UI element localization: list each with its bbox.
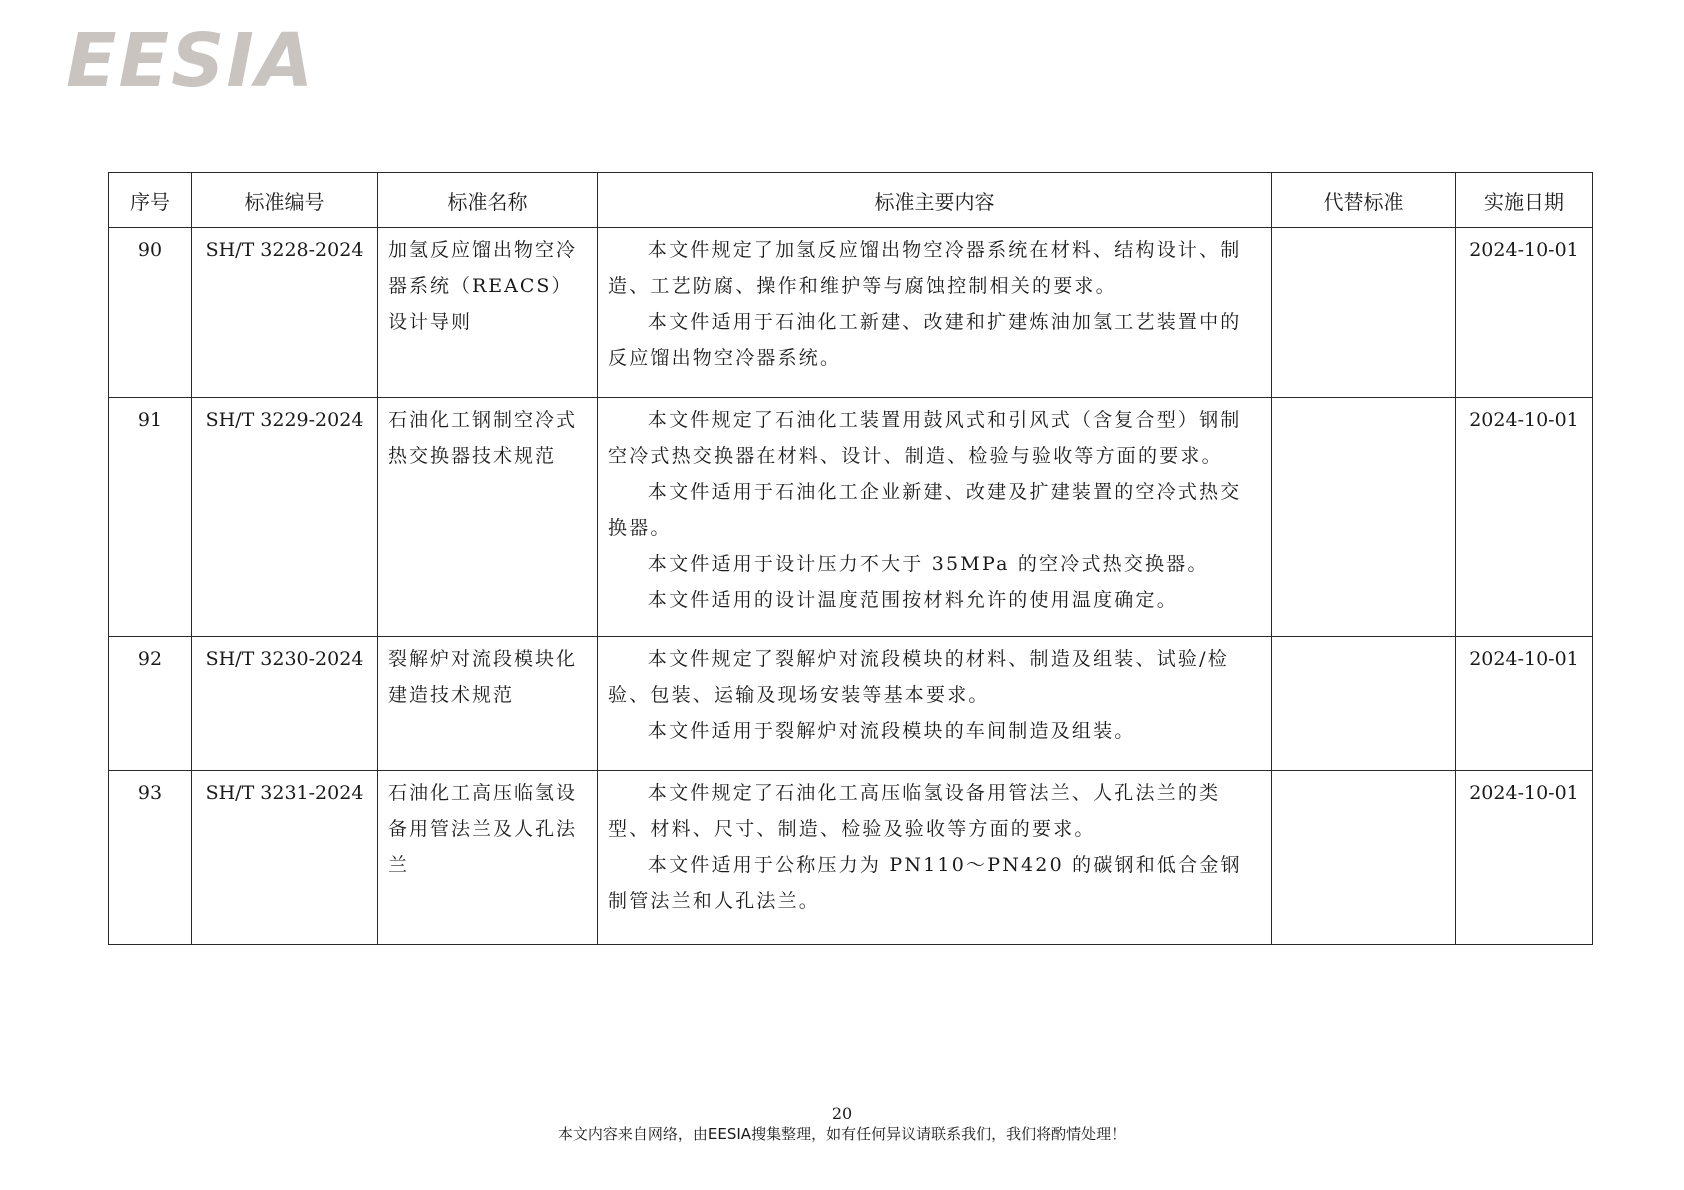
cell-code: SH/T 3231-2024: [192, 771, 378, 945]
cell-content: [598, 771, 1272, 945]
content-paragraph: 本文件适用于石油化工企业新建、改建及扩建装置的空冷式热交换器。: [608, 481, 1242, 539]
header-replaces: 代替标准: [1272, 173, 1456, 228]
header-name: 标准名称: [378, 173, 598, 228]
standards-table: [108, 172, 1593, 945]
page-number: 20: [831, 1104, 853, 1123]
header-code: 标准编号: [192, 173, 378, 228]
header-content: 标准主要内容: [598, 173, 1272, 228]
content-paragraph: 本文件适用的设计温度范围按材料允许的使用温度确定。: [647, 589, 1178, 611]
cell-replaces: [1272, 228, 1456, 398]
cell-replaces: [1272, 398, 1456, 637]
header-seq: 序号: [109, 173, 192, 228]
header-date: 实施日期: [1456, 173, 1593, 228]
cell-date: 2024-10-01: [1456, 771, 1593, 945]
cell-date: 2024-10-01: [1456, 228, 1593, 398]
content-paragraph: 本文件规定了裂解炉对流段模块的材料、制造及组装、试验/检验、包装、运输及现场安装等基本要求。: [608, 648, 1229, 706]
cell-seq: 92: [109, 637, 192, 771]
table-header-row: [109, 173, 1593, 228]
cell-seq: 93: [109, 771, 192, 945]
cell-content: [598, 398, 1272, 637]
cell-code: SH/T 3230-2024: [192, 637, 378, 771]
content-paragraph: 本文件规定了石油化工装置用鼓风式和引风式（含复合型）钢制空冷式热交换器在材料、设计、制造、检验与验收等方面的要求。: [608, 409, 1242, 467]
cell-name: 石油化工高压临氢设备用管法兰及人孔法兰: [378, 771, 598, 945]
table-row: [109, 771, 1593, 945]
eesia-logo: EESIA: [66, 18, 316, 104]
content-paragraph: 本文件规定了石油化工高压临氢设备用管法兰、人孔法兰的类型、材料、尺寸、制造、检验及验收等方面的要求。: [608, 782, 1221, 840]
cell-replaces: [1272, 637, 1456, 771]
cell-code: SH/T 3229-2024: [192, 398, 378, 637]
content-paragraph: 本文件规定了加氢反应馏出物空冷器系统在材料、结构设计、制造、工艺防腐、操作和维护等与腐蚀控制相关的要求。: [608, 239, 1242, 297]
cell-content: [598, 637, 1272, 771]
content-paragraph: 本文件适用于裂解炉对流段模块的车间制造及组装。: [647, 720, 1136, 742]
cell-date: 2024-10-01: [1456, 637, 1593, 771]
table-row: [109, 228, 1593, 398]
content-paragraph: 本文件适用于石油化工新建、改建和扩建炼油加氢工艺装置中的反应馏出物空冷器系统。: [608, 311, 1242, 369]
content-paragraph: 本文件适用于公称压力为 PN110～PN420 的碳钢和低合金钢制管法兰和人孔法兰。: [608, 854, 1242, 912]
footer-disclaimer: 本文内容来自网络，由EESIA搜集整理，如有任何异议请联系我们，我们将酌情处理！: [557, 1125, 1127, 1143]
cell-replaces: [1272, 771, 1456, 945]
content-paragraph: 本文件适用于设计压力不大于 35MPa 的空冷式热交换器。: [647, 553, 1209, 575]
cell-name: 裂解炉对流段模块化建造技术规范: [378, 637, 598, 771]
cell-date: 2024-10-01: [1456, 398, 1593, 637]
cell-content: [598, 228, 1272, 398]
table-row: [109, 637, 1593, 771]
cell-name: 石油化工钢制空冷式热交换器技术规范: [378, 398, 598, 637]
cell-seq: 91: [109, 398, 192, 637]
cell-name: 加氢反应馏出物空冷器系统（REACS）设计导则: [378, 228, 598, 398]
cell-code: SH/T 3228-2024: [192, 228, 378, 398]
table-row: [109, 398, 1593, 637]
cell-seq: 90: [109, 228, 192, 398]
